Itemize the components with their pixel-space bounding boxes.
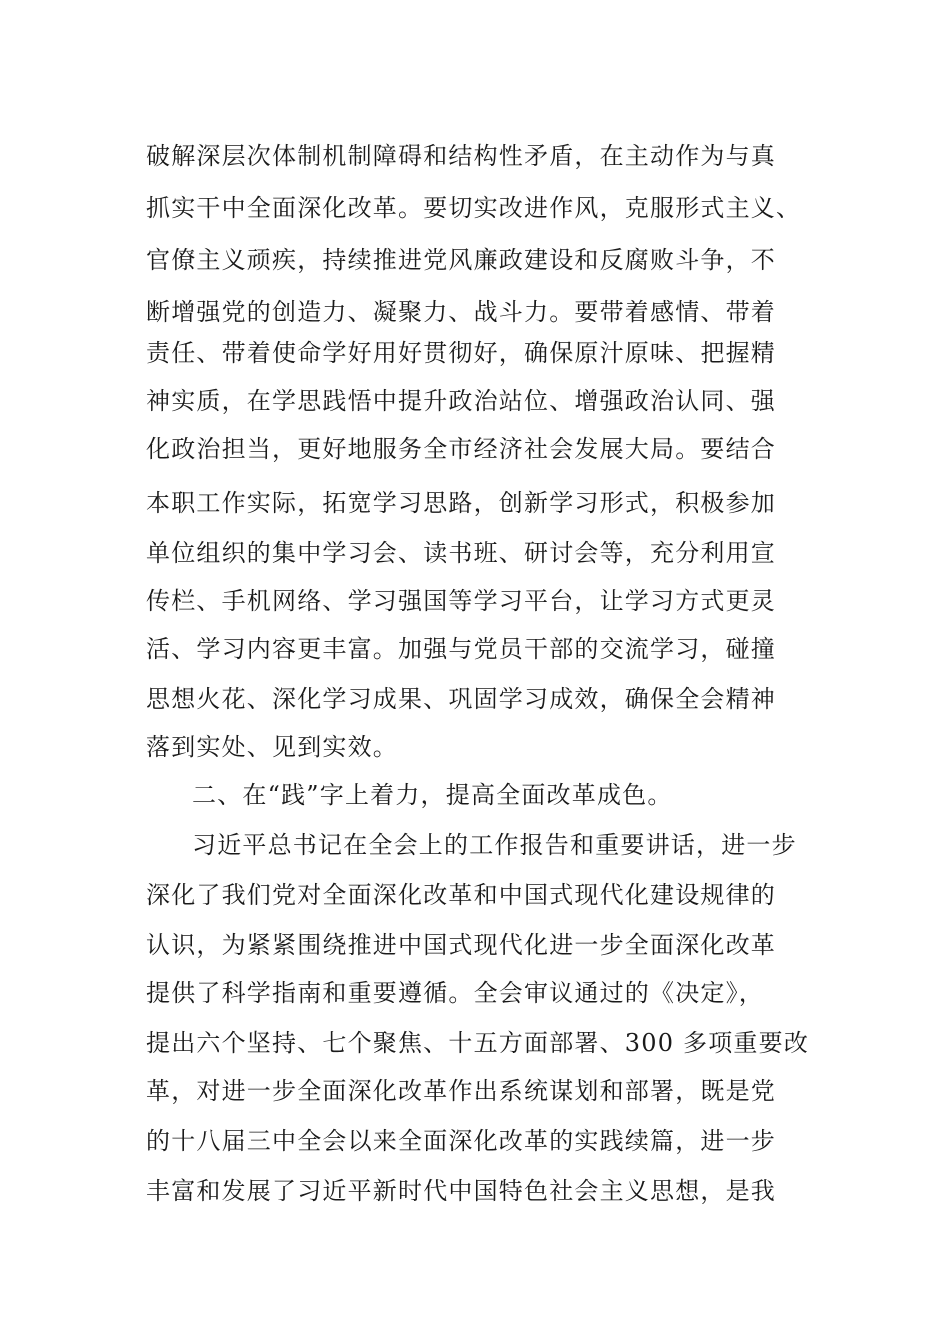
paragraph-1-line: 神实质，在学思践悟中提升政治站位、增强政治认同、强 [146,387,776,415]
paragraph-1-line: 落到实处、见到实效。 [146,733,398,761]
paragraph-2-line: 认识，为紧紧围绕推进中国式现代化进一步全面深化改革 [146,931,776,959]
paragraph-2-line: 提供了科学指南和重要遵循。全会审议通过的《决定》， [146,979,764,1007]
paragraph-2-line: 的十八届三中全会以来全面深化改革的实践续篇，进一步 [146,1127,776,1155]
paragraph-1-line: 传栏、手机网络、学习强国等学习平台，让学习方式更灵 [146,587,776,615]
paragraph-1-line: 官僚主义顽疾，持续推进党风廉政建设和反腐败斗争，不 [146,246,776,274]
paragraph-1-line: 抓实干中全面深化改革。要切实改进作风，克服形式主义、 [146,194,802,222]
paragraph-1-line: 思想火花、深化学习成果、巩固学习成效，确保全会精神 [146,685,776,713]
paragraph-2-line: 提出六个坚持、七个聚焦、十五方面部署、300 多项重要改 [146,1029,810,1057]
paragraph-2-line: 革，对进一步全面深化改革作出系统谋划和部署，既是党 [146,1077,776,1105]
paragraph-1-line: 破解深层次体制机制障碍和结构性矛盾，在主动作为与真 [146,142,776,170]
section-heading: 二、在“践”字上着力，提高全面改革成色。 [192,781,673,809]
paragraph-1-line: 本职工作实际，拓宽学习思路，创新学习形式，积极参加 [146,489,776,517]
paragraph-2-line: 习近平总书记在全会上的工作报告和重要讲话，进一步 [192,831,797,859]
paragraph-1-line: 化政治担当，更好地服务全市经济社会发展大局。要结合 [146,435,776,463]
paragraph-2-line: 丰富和发展了习近平新时代中国特色社会主义思想，是我 [146,1177,776,1205]
paragraph-1-line: 断增强党的创造力、凝聚力、战斗力。要带着感情、带着 [146,298,776,326]
paragraph-1-line: 单位组织的集中学习会、读书班、研讨会等，充分利用宣 [146,539,776,567]
paragraph-2-line: 深化了我们党对全面深化改革和中国式现代化建设规律的 [146,881,776,909]
paragraph-1-line: 责任、带着使命学好用好贯彻好，确保原汁原味、把握精 [146,339,776,367]
paragraph-1-line: 活、学习内容更丰富。加强与党员干部的交流学习，碰撞 [146,635,776,663]
